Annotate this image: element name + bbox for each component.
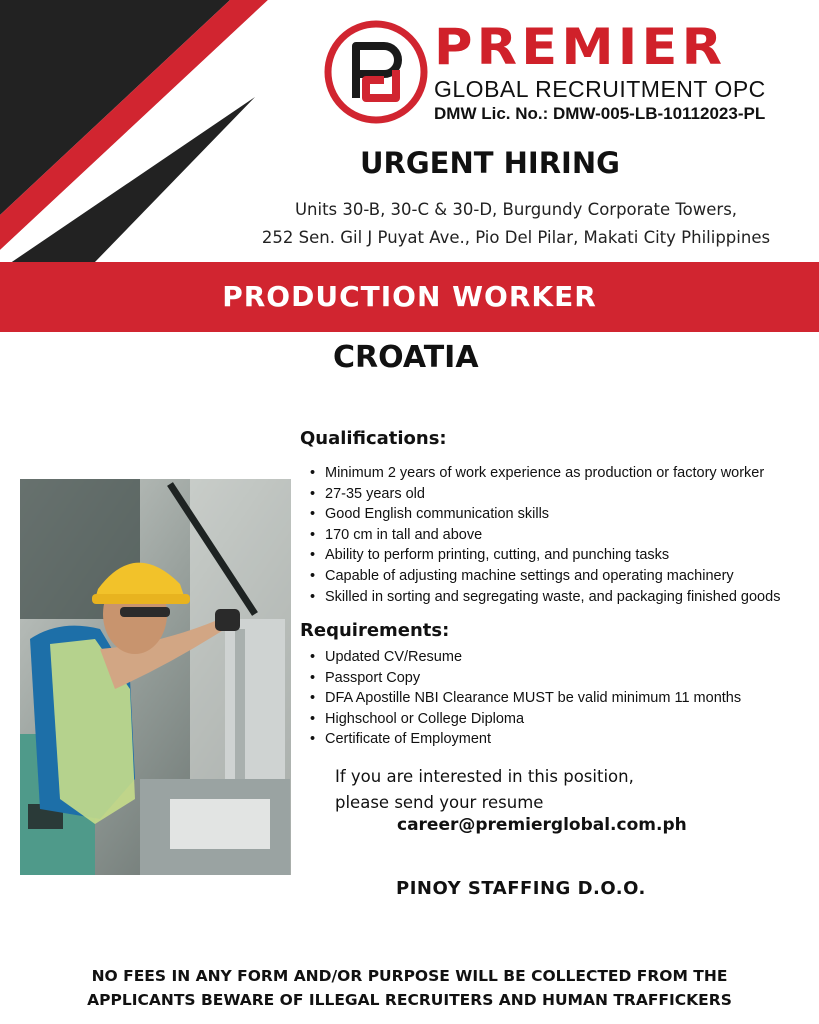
contact-instructions bbox=[335, 764, 634, 816]
requirements-title: Requirements: bbox=[300, 620, 450, 641]
warning-line-2: APPLICANTS BEWARE OF ILLEGAL RECRUITERS AND HUMAN TRAFFICKERS bbox=[87, 991, 732, 1009]
position-banner bbox=[0, 262, 819, 332]
qualification-item: • Skilled in sorting and segregating waste, and packaging finished goods bbox=[310, 587, 780, 608]
worker-photo bbox=[20, 479, 291, 875]
requirements-list bbox=[310, 647, 741, 750]
office-address bbox=[196, 196, 819, 252]
qualification-item: • Minimum 2 years of work experience as production or factory worker bbox=[310, 463, 780, 484]
logo-subtitle: GLOBAL RECRUITMENT OPC bbox=[434, 76, 766, 102]
qualification-item: • 170 cm in tall and above bbox=[310, 525, 780, 546]
pg-monogram-icon bbox=[322, 18, 430, 126]
qualification-item: • 27-35 years old bbox=[310, 484, 780, 505]
position-title: PRODUCTION WORKER bbox=[222, 280, 597, 313]
requirement-item: • Certificate of Employment bbox=[310, 729, 741, 750]
address-line-1: Units 30-B, 30-C & 30-D, Burgundy Corporate Towers, bbox=[294, 200, 738, 219]
headline: URGENT HIRING bbox=[360, 146, 620, 180]
logo-title: PREMIER bbox=[434, 18, 727, 76]
requirement-item: • Passport Copy bbox=[310, 668, 741, 689]
requirement-item: • DFA Apostille NBI Clearance MUST be valid minimum 11 months bbox=[310, 688, 741, 709]
employer-name: PINOY STAFFING D.O.O. bbox=[396, 878, 646, 899]
warning-line-1: NO FEES IN ANY FORM AND/OR PURPOSE WILL BE COLLECTED FROM THE bbox=[91, 967, 728, 985]
qualification-item: • Capable of adjusting machine settings and operating machinery bbox=[310, 566, 780, 587]
country-name: CROATIA bbox=[333, 340, 479, 375]
email-link[interactable]: career@premierglobal.com.ph bbox=[397, 815, 687, 835]
license-number: DMW Lic. No.: DMW-005-LB-10112023-PL bbox=[434, 104, 766, 123]
qualifications-list bbox=[310, 463, 780, 607]
factory-worker-image bbox=[20, 479, 291, 875]
requirement-item: • Highschool or College Diploma bbox=[310, 709, 741, 730]
address-line-2: 252 Sen. Gil J Puyat Ave., Pio Del Pilar, Makati City Philippines bbox=[261, 228, 771, 247]
company-logo bbox=[322, 18, 792, 126]
contact-line-1: If you are interested in this position, bbox=[335, 767, 634, 786]
requirement-item: • Updated CV/Resume bbox=[310, 647, 741, 668]
qualifications-title: Qualifications: bbox=[300, 428, 447, 449]
anti-fee-warning bbox=[0, 964, 819, 1012]
qualification-item: • Ability to perform printing, cutting, and punching tasks bbox=[310, 545, 780, 566]
qualification-item: • Good English communication skills bbox=[310, 504, 780, 525]
contact-line-2: please send your resume bbox=[335, 793, 544, 812]
